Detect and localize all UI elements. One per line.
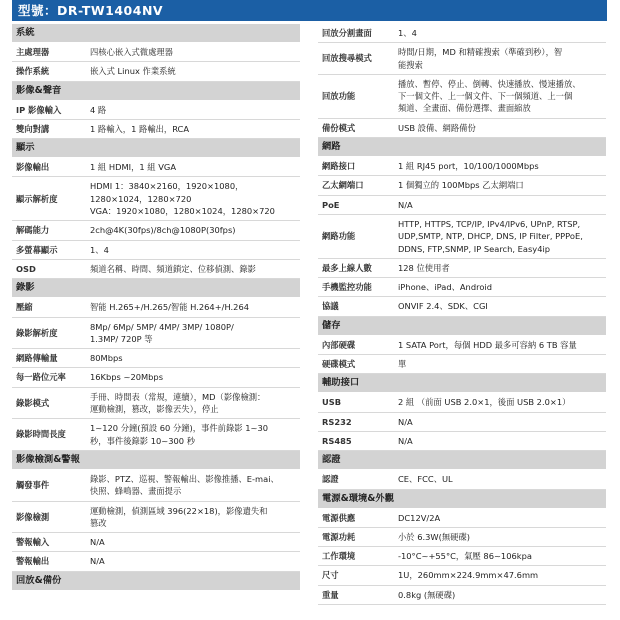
spec-label: 顯示解析度 — [16, 193, 58, 204]
spec-label: 手機監控功能 — [322, 282, 372, 293]
spec-value — [394, 215, 606, 258]
spec-label: 雙向對講 — [16, 123, 50, 134]
spec-label: 網路傳輸量 — [16, 353, 58, 364]
spec-value — [86, 318, 300, 349]
spec-row — [318, 566, 606, 585]
spec-value — [394, 393, 606, 411]
spec-row — [12, 221, 300, 240]
spec-value-line: 下一個文件、上一個文件、下一個頻道、上一個 — [398, 91, 573, 102]
spec-value-line: 小於 6.3W(無硬碟) — [398, 531, 470, 542]
spec-value-line: 頻道名稱、時間、頻道鎖定、位移偵測、錄影 — [90, 263, 256, 274]
spec-label: 回放功能 — [322, 91, 356, 102]
spec-value — [86, 177, 300, 220]
spec-value-line: 播放、暫停、停止、倒轉、快速播放、慢速播放、 — [398, 78, 581, 89]
spec-row — [12, 419, 300, 451]
spec-value-line: 1 組 RJ45 port，10/100/1000Mbps — [398, 161, 539, 172]
spec-value — [394, 528, 606, 546]
spec-label: 重量 — [322, 589, 339, 600]
spec-value-line: 1 SATA Port，每個 HDD 最多可容納 6 TB 容量 — [398, 339, 577, 350]
spec-value-line: N/A — [398, 435, 413, 446]
spec-value — [86, 62, 300, 80]
spec-value — [394, 259, 606, 277]
spec-value-line: 1.3MP/ 720P 等 — [90, 333, 153, 344]
spec-row — [12, 349, 300, 368]
spec-label: 認證 — [322, 474, 339, 485]
spec-row — [318, 470, 606, 489]
spec-value-line: 能搜索 — [398, 59, 423, 70]
spec-value-line: 嵌入式 Linux 作業系統 — [90, 66, 176, 77]
spec-value-line: 單 — [398, 359, 407, 370]
spec-value — [86, 241, 300, 259]
spec-label: 錄影時間長度 — [16, 429, 66, 440]
spec-value-line: 0.8kg (無硬碟) — [398, 589, 456, 600]
spec-value — [86, 502, 300, 533]
spec-label: 主處理器 — [16, 47, 50, 57]
spec-label: 警報輸入 — [16, 537, 50, 548]
spec-value-line: -10°C~+55°C，氣壓 86~106kpa — [398, 551, 532, 562]
spec-value — [86, 120, 300, 138]
spec-value-line: 頻道、全畫面、備份選擇、畫面縮放 — [398, 103, 531, 114]
spec-value-line: 4 路 — [90, 104, 107, 115]
section-header: 認證 — [318, 451, 606, 470]
spec-value-line: N/A — [90, 556, 105, 567]
spec-value-line: 1280×1024，1280×720 — [90, 193, 192, 204]
left-spec-column — [12, 24, 300, 591]
spec-row — [318, 432, 606, 451]
spec-label: 影像輸出 — [16, 162, 50, 173]
spec-value — [394, 119, 606, 137]
spec-label: 硬碟模式 — [322, 359, 356, 370]
spec-label: 回放分割畫面 — [322, 28, 372, 38]
spec-label: 電源供應 — [322, 512, 356, 523]
spec-label: 壓縮 — [16, 302, 33, 313]
spec-value-line: N/A — [90, 537, 105, 548]
spec-row — [12, 368, 300, 387]
spec-row — [318, 215, 606, 259]
spec-value — [394, 355, 606, 373]
spec-value-line: DC12V/2A — [398, 512, 441, 523]
spec-label: OSD — [16, 263, 36, 274]
spec-row — [318, 355, 606, 374]
spec-row — [12, 101, 300, 120]
spec-value-line: UDP,SMTP, NTP, DHCP, DNS, IP Filter, PPPoE, — [398, 231, 583, 242]
spec-value-line: 1、4 — [398, 28, 417, 38]
spec-row — [318, 336, 606, 355]
spec-value — [394, 157, 606, 175]
spec-value-line: iPhone、iPad、Android — [398, 282, 492, 293]
spec-label: 網路功能 — [322, 231, 356, 242]
spec-label: 影像檢測 — [16, 511, 50, 522]
spec-row — [318, 509, 606, 528]
spec-value-line: 2ch@4K(30fps)/8ch@1080P(30fps) — [90, 225, 236, 236]
spec-row — [12, 502, 300, 534]
spec-label: 協議 — [322, 301, 339, 312]
spec-label: 備份模式 — [322, 122, 356, 133]
spec-label: USB — [322, 397, 342, 408]
spec-value — [86, 221, 300, 239]
spec-label: 警報輸出 — [16, 556, 50, 567]
spec-value-line: 運動檢測，偵測區域 396(22×18)，影像遺失和 — [90, 505, 268, 516]
spec-label: 多螢幕顯示 — [16, 244, 58, 255]
spec-value-line: N/A — [398, 416, 413, 427]
spec-label: 內部硬碟 — [322, 339, 356, 350]
spec-value — [394, 43, 606, 74]
spec-row — [318, 75, 606, 119]
spec-value-line: 80Mbps — [90, 353, 123, 364]
spec-row — [12, 158, 300, 177]
spec-row — [12, 533, 300, 552]
spec-row — [12, 241, 300, 260]
spec-value — [86, 388, 300, 419]
spec-row — [12, 552, 300, 571]
spec-label: 乙太網端口 — [322, 180, 364, 191]
spec-value-line: ONVIF 2.4、SDK、CGI — [398, 301, 488, 312]
spec-value — [86, 158, 300, 176]
spec-row — [12, 318, 300, 350]
spec-value-line: 8Mp/ 6Mp/ 5MP/ 4MP/ 3MP/ 1080P/ — [90, 321, 234, 332]
spec-value-line: 128 位使用者 — [398, 262, 450, 273]
spec-value-line: N/A — [398, 199, 413, 210]
spec-value-line: 1、4 — [90, 244, 109, 255]
section-header: 影像檢測&警報 — [12, 451, 300, 470]
spec-value-line: CE、FCC、UL — [398, 474, 453, 485]
spec-row — [318, 393, 606, 412]
right-spec-column — [318, 24, 606, 605]
spec-value — [86, 298, 300, 316]
spec-row — [318, 157, 606, 176]
spec-row — [318, 43, 606, 75]
spec-value — [86, 470, 300, 501]
spec-row — [12, 62, 300, 81]
spec-row — [318, 586, 606, 605]
spec-row — [12, 43, 300, 62]
section-header: 回放&備份 — [12, 572, 300, 591]
spec-value — [394, 24, 606, 42]
section-header: 輔助接口 — [318, 374, 606, 393]
spec-row — [12, 388, 300, 420]
spec-value — [394, 470, 606, 488]
spec-row — [318, 24, 606, 43]
spec-value — [86, 101, 300, 119]
spec-value-line: 1~120 分鐘(預設 60 分鐘)，事件前錄影 1~30 — [90, 423, 268, 434]
section-header: 錄影 — [12, 279, 300, 298]
spec-value-line: 四核心嵌入式微處理器 — [90, 47, 173, 57]
spec-label: 最多上線人數 — [322, 262, 372, 273]
spec-value — [86, 43, 300, 61]
spec-value — [86, 349, 300, 367]
spec-value — [86, 260, 300, 278]
spec-value-line: 秒，事件後錄影 10~300 秒 — [90, 435, 195, 446]
spec-value-line: 錄影、PTZ、巡視、警報輸出、影像推播、E-mai、 — [90, 473, 279, 484]
spec-value-line: 1U，260mm×224.9mm×47.6mm — [398, 570, 539, 581]
spec-row — [12, 470, 300, 502]
section-header: 電源&環境&外觀 — [318, 490, 606, 509]
spec-label: PoE — [322, 199, 340, 210]
spec-value-line: 1 組 HDMI，1 組 VGA — [90, 162, 177, 173]
spec-label: 解碼能力 — [16, 225, 50, 236]
spec-value — [394, 566, 606, 584]
spec-value — [394, 432, 606, 450]
spec-label: 錄影解析度 — [16, 327, 58, 338]
spec-value-line: 手冊、時間表（常規，連續），MD（影像檢測： — [90, 391, 266, 402]
spec-row — [318, 413, 606, 432]
section-header: 儲存 — [318, 317, 606, 336]
spec-row — [12, 298, 300, 317]
spec-value — [86, 419, 300, 450]
spec-row — [318, 528, 606, 547]
spec-label: 錄影模式 — [16, 397, 50, 408]
spec-label: 工作環境 — [322, 551, 356, 562]
spec-label: 回放搜尋模式 — [322, 53, 372, 64]
spec-row — [12, 177, 300, 221]
spec-value — [86, 552, 300, 570]
spec-value-line: 時間/日期，MD 和精確搜索（準確到秒），智 — [398, 47, 563, 58]
spec-label: RS485 — [322, 435, 352, 446]
spec-row — [318, 297, 606, 316]
spec-value — [394, 278, 606, 296]
spec-value — [394, 75, 606, 118]
spec-value — [394, 509, 606, 527]
section-header: 網路 — [318, 138, 606, 157]
spec-value-line: USB 設備、網路備份 — [398, 122, 476, 133]
spec-label: 操作系統 — [16, 66, 50, 77]
spec-value-line: 1 個獨立的 100Mbps 乙太網端口 — [398, 180, 524, 191]
spec-label: 網路接口 — [322, 161, 356, 172]
spec-label: IP 影像輸入 — [16, 104, 62, 115]
spec-value — [394, 336, 606, 354]
spec-value-line: 16Kbps ~20Mbps — [90, 372, 164, 383]
spec-label: 每一路位元率 — [16, 372, 66, 383]
spec-value — [394, 547, 606, 565]
section-header: 影像&聲音 — [12, 82, 300, 101]
spec-label: RS232 — [322, 416, 352, 427]
spec-value — [86, 368, 300, 386]
model-title: 型號：DR-TW1404NV — [12, 0, 607, 21]
spec-label: 觸發事件 — [16, 480, 50, 491]
spec-value-line: 篡改 — [90, 517, 107, 528]
spec-value — [394, 196, 606, 214]
spec-value — [394, 413, 606, 431]
spec-value — [394, 297, 606, 315]
spec-value — [394, 176, 606, 194]
spec-value — [394, 586, 606, 604]
spec-row — [318, 196, 606, 215]
spec-value-line: HDMI 1：3840×2160，1920×1080， — [90, 181, 244, 192]
spec-value-line: 運動檢測，篡改，影像丟失），停止 — [90, 404, 219, 415]
spec-row — [12, 260, 300, 279]
spec-row — [318, 278, 606, 297]
spec-label: 電源功耗 — [322, 531, 356, 542]
spec-value-line: 1 路輸入，1 路輸出，RCA — [90, 123, 190, 134]
spec-value — [86, 533, 300, 551]
spec-row — [318, 547, 606, 566]
spec-value-line: VGA：1920×1080，1280×1024，1280×720 — [90, 206, 275, 217]
spec-value-line: 2 組 （前面 USB 2.0×1，後面 USB 2.0×1） — [398, 397, 571, 408]
spec-value-line: HTTP, HTTPS, TCP/IP, IPv4/IPv6, UPnP, RTSP, — [398, 218, 581, 229]
spec-value-line: 快照、蜂鳴器、畫面提示 — [90, 486, 182, 497]
spec-row — [318, 176, 606, 195]
spec-value-line: 智能 H.265+/H.265/智能 H.264+/H.264 — [90, 302, 250, 313]
section-header: 系統 — [12, 24, 300, 43]
spec-row — [318, 259, 606, 278]
spec-value-line: DDNS, FTP,SNMP, IP Search, Easy4ip — [398, 243, 551, 254]
spec-row — [318, 119, 606, 138]
section-header: 顯示 — [12, 139, 300, 158]
spec-label: 尺寸 — [322, 570, 339, 581]
spec-row — [12, 120, 300, 139]
